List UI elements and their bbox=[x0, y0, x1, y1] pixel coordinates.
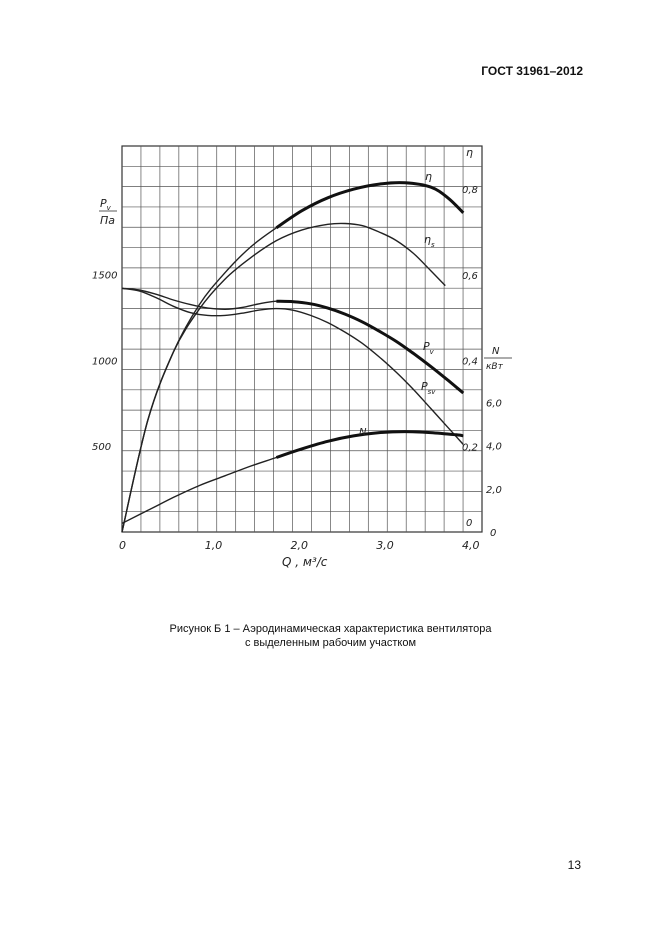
curve-label-psv: $P_{sv}$ bbox=[421, 380, 436, 396]
plot-frame bbox=[122, 146, 482, 532]
y-power-tick-label: 0 bbox=[490, 528, 497, 539]
y-power-tick-label: 2,0 bbox=[486, 484, 502, 496]
x-tick-label: 1,0 bbox=[204, 539, 223, 552]
y-eta-tick-label: 0,2 bbox=[462, 442, 478, 454]
chart-ticks bbox=[92, 185, 502, 552]
curve-Pv-working-range bbox=[276, 301, 463, 393]
curve-label-eta-s: $\eta_s$ bbox=[424, 233, 435, 249]
x-tick-label: 0 bbox=[119, 539, 126, 552]
chart-grid bbox=[122, 146, 482, 532]
y-left-tick-label: 1000 bbox=[92, 356, 118, 368]
x-tick-label: 4,0 bbox=[462, 539, 480, 552]
curve-ηs bbox=[122, 223, 445, 532]
page-number: 13 bbox=[567, 858, 581, 872]
x-tick-label: 2,0 bbox=[290, 539, 308, 552]
y-power-tick-label: 4,0 bbox=[486, 441, 502, 453]
caption-line-1: Рисунок Б 1 – Аэродинамическая характеристика вентилятора bbox=[169, 623, 492, 635]
y-left-tick-label: 500 bbox=[92, 442, 112, 454]
y-eta-tick-label: 0,6 bbox=[462, 270, 478, 282]
standard-header: ГОСТ 31961–2012 bbox=[481, 64, 583, 78]
caption-line-2: с выделенным рабочим участком bbox=[244, 637, 417, 649]
y-power-label-top: N bbox=[492, 346, 500, 357]
y-eta-axis-label: η bbox=[466, 146, 473, 159]
y-left-label-top: $P_v$ bbox=[100, 197, 111, 212]
y-eta-tick-label: 0,4 bbox=[462, 356, 478, 368]
y-power-label-unit: кВт bbox=[486, 362, 503, 372]
y-left-label-unit: Па bbox=[100, 214, 116, 227]
curve-N-working-range bbox=[276, 432, 463, 458]
y-left-tick-label: 1500 bbox=[92, 270, 118, 282]
curve-label-eta: η bbox=[425, 170, 432, 183]
y-eta-zero-label: 0 bbox=[466, 518, 473, 529]
curve-label-pv: $P_v$ bbox=[423, 340, 434, 356]
x-axis-label: Q , м³/с bbox=[282, 555, 328, 569]
curve-η-working-range bbox=[276, 183, 463, 228]
y-eta-tick-label: 0,8 bbox=[462, 185, 478, 197]
x-tick-label: 3,0 bbox=[376, 539, 394, 552]
figure-caption bbox=[0, 622, 661, 650]
curve-label-n: N bbox=[359, 427, 367, 438]
y-power-tick-label: 6,0 bbox=[486, 398, 502, 410]
